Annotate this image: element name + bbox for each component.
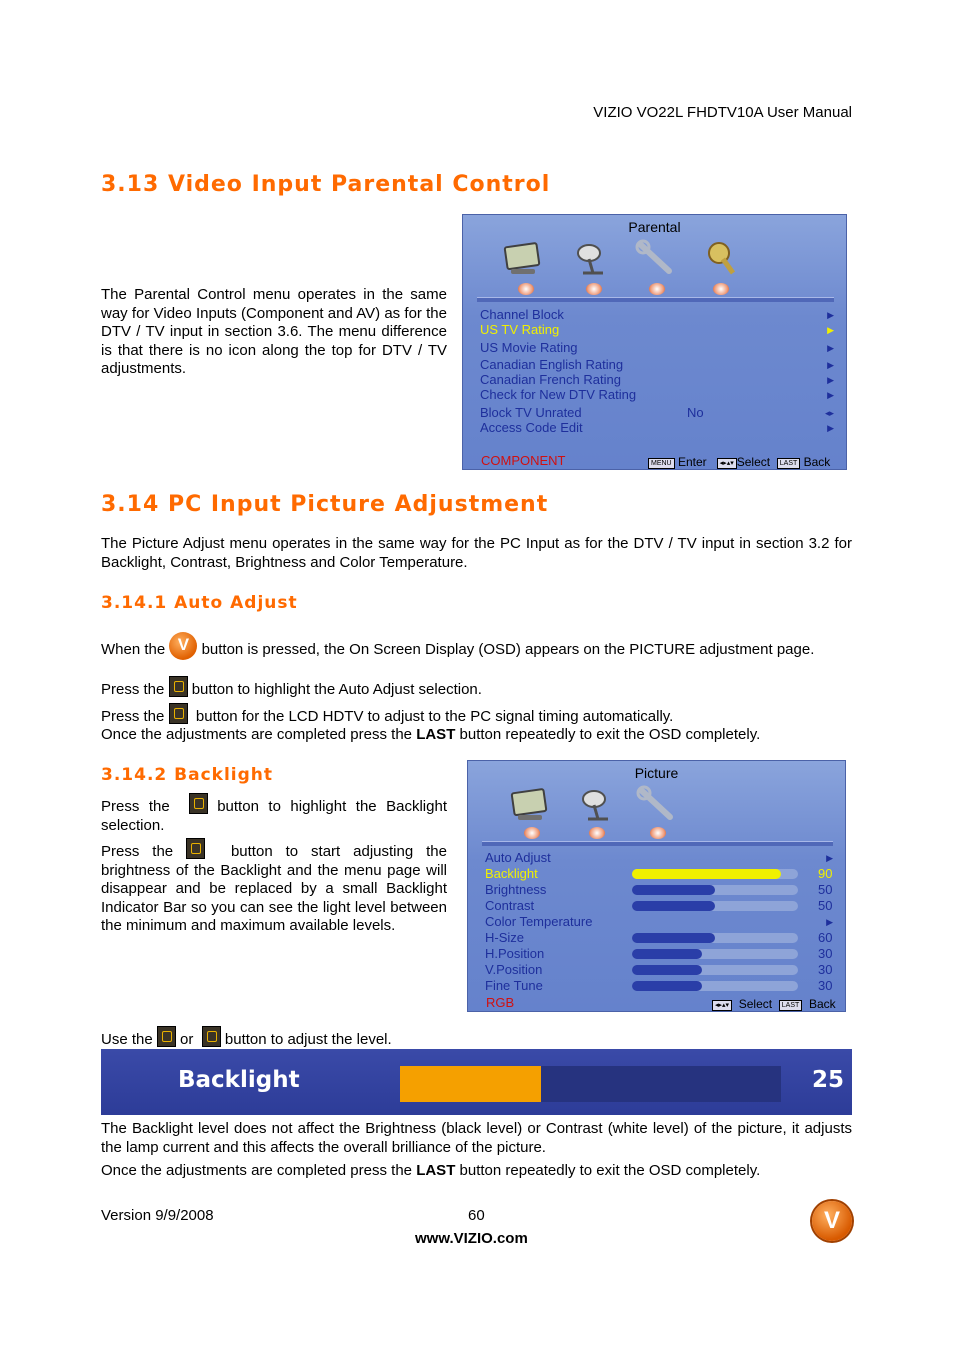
level-value: 30 xyxy=(818,978,833,993)
section-3141-heading: 3.14.1 Auto Adjust xyxy=(101,593,298,613)
menu-item-us-tv-rating[interactable]: US TV Rating xyxy=(480,322,560,337)
backlight-indicator-fill xyxy=(400,1066,541,1102)
last-key-icon: LAST xyxy=(779,1000,803,1011)
tv-icon xyxy=(510,785,550,823)
menu-item-backlight[interactable]: Backlight xyxy=(485,866,538,881)
channel-button-icon xyxy=(189,793,208,814)
backlight-p2: Press the button to start adjusting the brightness of the Backlight and the menu page will disappear and be replaced by a small Backlight Indicator Bar so you can see the light level between the minimum and maximum available levels. xyxy=(101,838,447,936)
menu-item-h-size[interactable]: H-Size xyxy=(485,930,525,945)
right-arrow-icon: ▶ xyxy=(827,360,834,370)
wrench-icon xyxy=(636,785,676,823)
section-3142-heading: 3.14.2 Backlight xyxy=(101,765,274,785)
parental-osd-title: Parental xyxy=(628,219,681,235)
menu-indicator-icon xyxy=(518,283,534,297)
menu-indicator-icon xyxy=(713,283,729,297)
menu-item-brightness[interactable]: Brightness xyxy=(485,882,547,897)
section-314-body: The Picture Adjust menu operates in the same way for the PC Input as for the DTV / TV input in section 3.2 for Backlight, Contrast, Brightness and Color Temperature. xyxy=(101,535,852,571)
menu-indicator-icon xyxy=(524,827,540,841)
backlight-p3: Use the or button to adjust the level. xyxy=(101,1026,852,1050)
right-arrow-icon: ▶ xyxy=(827,310,834,320)
menu-item-h-position[interactable]: H.Position xyxy=(485,946,545,961)
osd-footer-hints: MENU Enter ◂▸▴▾ Select LAST Back xyxy=(648,455,830,469)
menu-item-canadian-english-rating[interactable]: Canadian English Rating xyxy=(480,357,624,372)
right-arrow-icon: ▶ xyxy=(827,390,834,400)
level-bar[interactable] xyxy=(632,965,798,975)
menu-item-fine-tune[interactable]: Fine Tune xyxy=(485,978,543,993)
menu-item-block-tv-unrated[interactable]: Block TV Unrated xyxy=(480,405,582,420)
arrow-keys-icon: ◂▸▴▾ xyxy=(712,1000,732,1011)
parental-osd xyxy=(462,214,847,470)
backlight-p5: Once the adjustments are completed press the LAST button repeatedly to exit the OSD completely. xyxy=(101,1162,761,1179)
menu-item-access-code-edit[interactable]: Access Code Edit xyxy=(480,420,583,435)
auto-adjust-p3: Press the button for the LCD HDTV to adjust to the PC signal timing automatically. xyxy=(101,703,852,727)
right-arrow-icon: ▶ xyxy=(826,917,833,927)
level-bar-fill xyxy=(632,901,715,911)
volume-button-icon xyxy=(186,838,205,859)
osd-footer-hints: ◂▸▴▾ Select LAST Back xyxy=(712,997,836,1011)
backlight-indicator-value: 25 xyxy=(811,1067,844,1093)
menu-item-channel-block[interactable]: Channel Block xyxy=(480,307,564,322)
input-source-label: COMPONENT xyxy=(481,453,566,468)
menu-indicator-icon xyxy=(649,283,665,297)
auto-adjust-p2: Press the button to highlight the Auto Adjust selection. xyxy=(101,676,852,700)
level-value: 50 xyxy=(818,898,833,913)
level-bar[interactable] xyxy=(632,949,798,959)
right-arrow-icon: ▶ xyxy=(827,375,834,385)
menu-item-contrast[interactable]: Contrast xyxy=(485,898,535,913)
level-bar[interactable] xyxy=(632,885,798,895)
menu-item-canadian-french-rating[interactable]: Canadian French Rating xyxy=(480,372,621,387)
section-313-heading: 3.13 Video Input Parental Control xyxy=(101,172,551,197)
right-arrow-icon: ▶ xyxy=(827,325,834,335)
right-arrow-icon: ▶ xyxy=(826,853,833,863)
volume-button-icon xyxy=(169,703,188,724)
input-source-label: RGB xyxy=(486,995,515,1010)
picture-osd-title: Picture xyxy=(634,765,679,781)
level-bar[interactable] xyxy=(632,933,798,943)
satellite-dish-icon xyxy=(578,785,618,823)
manual-title: VIZIO VO22L FHDTV10A User Manual xyxy=(593,104,852,121)
footer-url[interactable]: www.VIZIO.com xyxy=(415,1230,528,1247)
level-value: 50 xyxy=(818,882,833,897)
menu-item-check-new-dtv-rating[interactable]: Check for New DTV Rating xyxy=(480,387,637,402)
menu-item-us-movie-rating[interactable]: US Movie Rating xyxy=(480,340,578,355)
backlight-indicator-bar xyxy=(101,1049,852,1115)
satellite-dish-icon xyxy=(573,239,613,277)
osd-divider xyxy=(477,297,834,302)
backlight-indicator-label: Backlight xyxy=(178,1067,300,1093)
menu-item-auto-adjust[interactable]: Auto Adjust xyxy=(485,850,551,865)
menu-item-v-position[interactable]: V.Position xyxy=(485,962,543,977)
level-bar[interactable] xyxy=(632,901,798,911)
footer-page-number: 60 xyxy=(468,1207,485,1224)
menu-indicator-icon xyxy=(589,827,605,841)
vizio-logo-icon: V xyxy=(812,1201,852,1241)
auto-adjust-p1: When the V button is pressed, the On Screen Display (OSD) appears on the PICTURE adjustment page. xyxy=(101,632,852,660)
last-key-icon: LAST xyxy=(777,458,801,469)
menu-indicator-icon xyxy=(586,283,602,297)
menu-indicator-icon xyxy=(650,827,666,841)
lock-key-icon xyxy=(701,239,741,277)
level-bar-fill xyxy=(632,949,702,959)
wrench-icon xyxy=(635,239,675,277)
channel-button-icon xyxy=(169,676,188,697)
level-bar-fill xyxy=(632,933,715,943)
level-bar-fill xyxy=(632,965,702,975)
level-bar[interactable] xyxy=(632,869,798,879)
volume-down-button-icon xyxy=(157,1026,176,1047)
level-value: 30 xyxy=(818,962,833,977)
level-value: 30 xyxy=(818,946,833,961)
tv-icon xyxy=(503,239,543,277)
level-value: 60 xyxy=(818,930,833,945)
section-313-body: The Parental Control menu operates in the same way for Video Inputs (Component and AV) as for the DTV / TV input in section 3.6. The menu difference is that there is no icon along the top for DTV / TV adjustments. xyxy=(101,286,447,377)
menu-key-icon: MENU xyxy=(648,458,675,469)
backlight-indicator-track xyxy=(400,1066,781,1102)
level-value: 90 xyxy=(818,866,833,881)
volume-up-button-icon xyxy=(202,1026,221,1047)
backlight-p1: Press the button to highlight the Backlight selection. xyxy=(101,793,447,835)
arrow-keys-icon: ◂▸▴▾ xyxy=(717,458,737,469)
right-arrow-icon: ▶ xyxy=(827,423,834,433)
vizio-button-icon xyxy=(169,632,197,660)
level-bar-fill xyxy=(632,885,715,895)
auto-adjust-p4: Once the adjustments are completed press the LAST button repeatedly to exit the OSD completely. xyxy=(101,726,761,743)
backlight-p4: The Backlight level does not affect the Brightness (black level) or Contrast (white level) of the picture, it adjusts the lamp current and this affects the overall brilliance of the picture. xyxy=(101,1120,852,1156)
footer-version: Version 9/9/2008 xyxy=(101,1207,214,1224)
level-bar-fill xyxy=(632,981,702,991)
section-314-heading: 3.14 PC Input Picture Adjustment xyxy=(101,492,549,517)
osd-divider xyxy=(482,841,833,846)
right-arrow-icon: ▶ xyxy=(827,343,834,353)
level-bar[interactable] xyxy=(632,981,798,991)
menu-item-color-temperature[interactable]: Color Temperature xyxy=(485,914,593,929)
left-right-arrow-icon: ◂▸ xyxy=(824,408,834,418)
picture-osd xyxy=(467,760,846,1012)
level-bar-fill xyxy=(632,869,781,879)
block-tv-unrated-value: No xyxy=(687,405,704,420)
